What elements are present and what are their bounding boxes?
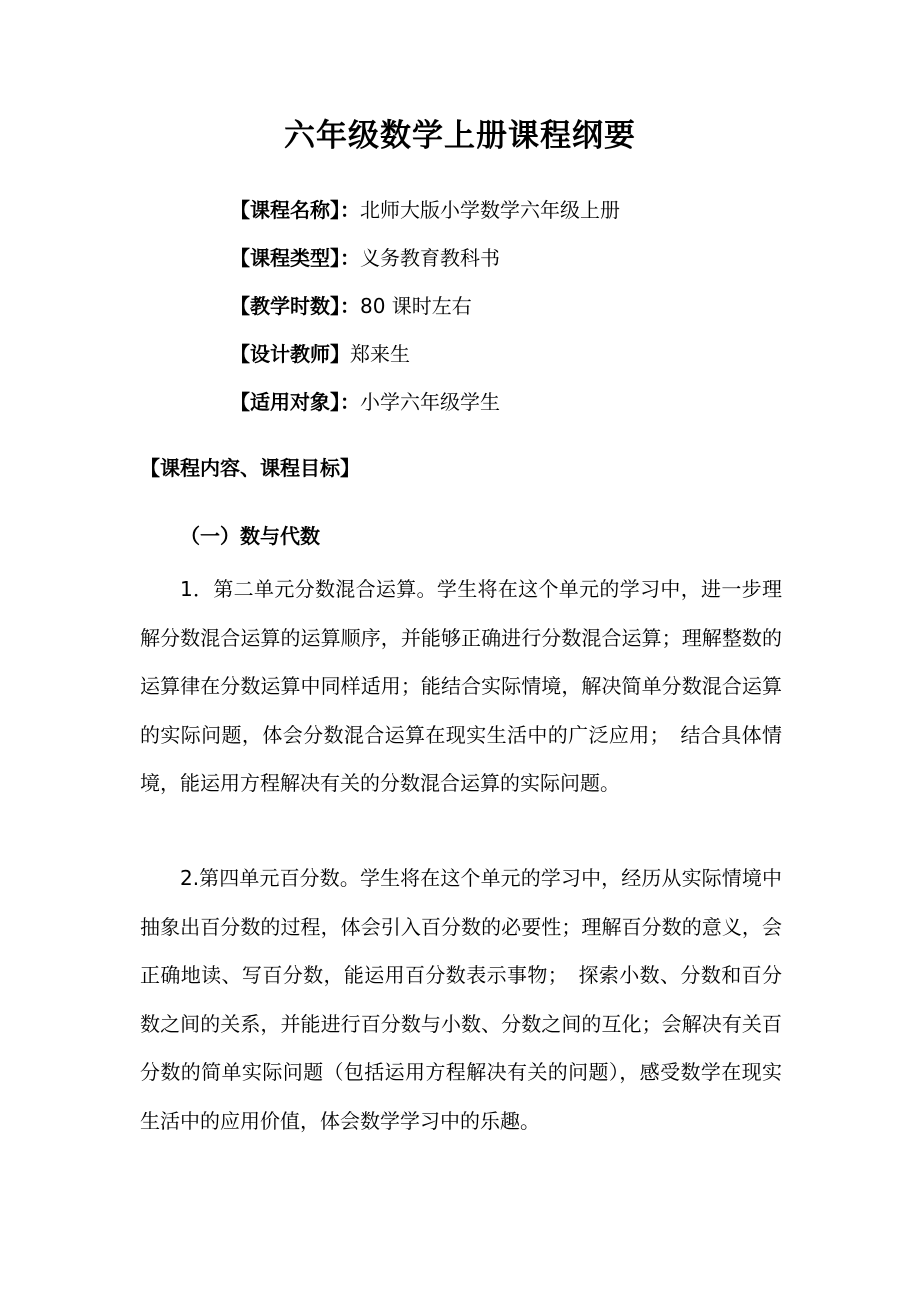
meta-designer [230, 330, 870, 378]
section-heading: 【课程内容、课程目标】 [140, 456, 360, 480]
paragraph-unit-four: 2.第四单元百分数。学生将在这个单元的学习中，经历从实际情境中抽象出百分数的过程，体会引入百分数的必要性；理解百分数的意义，会正确地读、写百分数，能运用百分数表示事物； 探索小数、分数和百分数之间的关系，并能进行百分数与小数、分数之间的互化；会解决有关百分数的简单实际问题（包括运用方程解决有关的问题），感受数学在现实生活中的应用价值，体会数学学习中的乐趣。 [140, 866, 782, 1133]
meta-course-name [230, 186, 870, 234]
meta-value: 郑来生 [350, 342, 410, 366]
meta-label: 【教学时数】 [230, 294, 340, 318]
paragraph-unit-two: 1．第二单元分数混合运算。学生将在这个单元的学习中，进一步理解分数混合运算的运算顺序，并能够正确进行分数混合运算；理解整数的运算律在分数运算中同样适用；能结合实际情境，解决简单分数混合运算的实际问题，体会分数混合运算在现实生活中的广泛应用； 结合具体情境，能运用方程解决有关的分数混合运算的实际问题。 [140, 577, 782, 795]
meta-target-audience [230, 378, 870, 426]
course-meta-block [230, 186, 870, 426]
document-title: 六年级数学上册课程纲要 [284, 118, 636, 154]
meta-label: 【设计教师】 [230, 342, 350, 366]
meta-separator: ： [340, 246, 360, 270]
meta-label: 【适用对象】 [230, 390, 340, 414]
subsection-heading: （一）数与代数 [180, 524, 320, 548]
meta-value: 小学六年级学生 [360, 390, 500, 414]
meta-course-type [230, 234, 870, 282]
meta-label: 【课程名称】 [230, 198, 340, 222]
meta-value: 80 课时左右 [360, 294, 472, 318]
meta-separator: ： [340, 390, 360, 414]
meta-value: 义务教育教科书 [360, 246, 500, 270]
meta-teaching-hours [230, 282, 870, 330]
meta-value: 北师大版小学数学六年级上册 [360, 198, 620, 222]
meta-separator: ： [340, 294, 360, 318]
meta-separator: ： [340, 198, 360, 222]
meta-label: 【课程类型】 [230, 246, 340, 270]
